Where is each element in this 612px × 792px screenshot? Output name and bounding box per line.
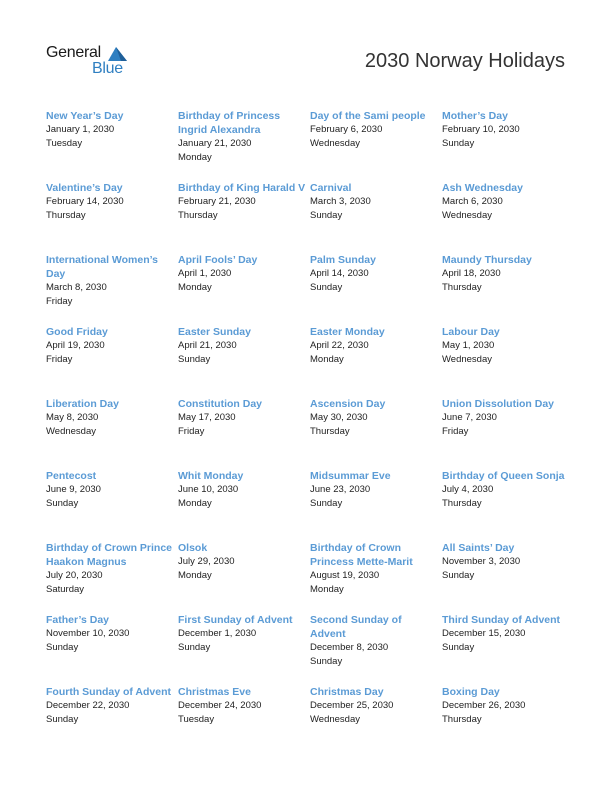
holiday-name: Christmas Day — [310, 686, 384, 698]
holiday-name: Second Sunday of Advent — [310, 614, 402, 640]
holiday-name: New Year’s Day — [46, 110, 124, 122]
holiday-date: August 19, 2030 — [310, 570, 380, 581]
holiday-name: Birthday of Princess Ingrid Alexandra — [178, 110, 281, 136]
holiday-name: Christmas Eve — [178, 686, 251, 698]
holiday-date: May 17, 2030 — [178, 412, 236, 423]
holiday-item — [310, 109, 442, 181]
holiday-weekday: Friday — [46, 353, 73, 365]
holiday-weekday: Monday — [178, 569, 212, 581]
holiday-weekday: Monday — [310, 583, 344, 595]
holiday-name: International Women’s Day — [46, 254, 159, 280]
holiday-date: January 21, 2030 — [178, 138, 252, 149]
holiday-weekday: Sunday — [310, 209, 343, 221]
holiday-item — [310, 181, 442, 253]
holiday-item — [178, 109, 310, 181]
holiday-item — [442, 613, 574, 685]
holiday-date: June 7, 2030 — [442, 412, 497, 423]
page-title: 2030 Norway Holidays — [364, 50, 565, 72]
holiday-item — [46, 109, 178, 181]
holiday-date: May 30, 2030 — [310, 412, 368, 423]
holiday-item — [310, 613, 442, 685]
holiday-name: Valentine’s Day — [46, 182, 123, 194]
holiday-date: December 22, 2030 — [46, 700, 130, 711]
holiday-name: Birthday of Crown Princess Mette-Marit — [310, 542, 413, 568]
holiday-date: December 15, 2030 — [442, 628, 526, 639]
holiday-item — [310, 685, 442, 757]
holiday-weekday: Sunday — [442, 137, 475, 149]
holiday-weekday: Thursday — [178, 209, 218, 221]
holiday-date: June 9, 2030 — [46, 484, 101, 495]
holiday-weekday: Tuesday — [178, 713, 215, 725]
holiday-item — [46, 397, 178, 469]
holiday-item — [442, 397, 574, 469]
holiday-weekday: Thursday — [310, 425, 350, 437]
holiday-date: November 10, 2030 — [46, 628, 130, 639]
holiday-date: November 3, 2030 — [442, 556, 521, 567]
holiday-weekday: Thursday — [442, 281, 482, 293]
holiday-date: December 25, 2030 — [310, 700, 394, 711]
holiday-date: January 1, 2030 — [46, 124, 115, 135]
holiday-name: Whit Monday — [178, 470, 244, 482]
logo-word-general: General — [46, 44, 101, 61]
holiday-name: First Sunday of Advent — [178, 614, 293, 626]
holiday-item — [178, 325, 310, 397]
holiday-name: Birthday of Crown Prince Haakon Magnus — [46, 542, 173, 568]
holiday-weekday: Sunday — [178, 353, 211, 365]
holiday-weekday: Wednesday — [442, 353, 492, 365]
holiday-date: March 6, 2030 — [442, 196, 503, 207]
holiday-weekday: Sunday — [178, 641, 211, 653]
holiday-date: March 3, 2030 — [310, 196, 371, 207]
holiday-date: April 18, 2030 — [442, 268, 501, 279]
holiday-item — [442, 469, 574, 541]
holiday-date: March 8, 2030 — [46, 282, 107, 293]
holiday-item — [442, 253, 574, 325]
holiday-name: Easter Sunday — [178, 326, 251, 338]
holiday-date: December 24, 2030 — [178, 700, 262, 711]
holiday-item — [46, 469, 178, 541]
holiday-weekday: Sunday — [442, 569, 475, 581]
holiday-name: Midsummar Eve — [310, 470, 391, 482]
holiday-item — [178, 469, 310, 541]
holiday-weekday: Monday — [178, 281, 212, 293]
holiday-item — [46, 541, 178, 613]
holiday-item — [178, 685, 310, 757]
holiday-date: February 10, 2030 — [442, 124, 520, 135]
holiday-name: All Saints’ Day — [442, 542, 515, 554]
holiday-date: December 8, 2030 — [310, 642, 389, 653]
holiday-name: Palm Sunday — [310, 254, 376, 266]
holiday-date: May 1, 2030 — [442, 340, 495, 351]
holiday-weekday: Sunday — [310, 655, 343, 667]
holiday-item — [310, 397, 442, 469]
holiday-name: Olsok — [178, 542, 208, 554]
holiday-name: Labour Day — [442, 326, 500, 338]
holiday-weekday: Monday — [178, 151, 212, 163]
holiday-item — [310, 253, 442, 325]
holiday-weekday: Thursday — [442, 713, 482, 725]
holiday-grid — [46, 109, 574, 757]
holiday-name: April Fools’ Day — [178, 254, 258, 266]
holiday-weekday: Friday — [178, 425, 205, 437]
holiday-date: April 1, 2030 — [178, 268, 232, 279]
holiday-item — [310, 469, 442, 541]
holiday-weekday: Sunday — [46, 641, 79, 653]
holiday-date: February 14, 2030 — [46, 196, 124, 207]
holiday-item — [442, 541, 574, 613]
holiday-item — [178, 253, 310, 325]
holiday-weekday: Wednesday — [310, 713, 360, 725]
holiday-name: Ascension Day — [310, 398, 386, 410]
logo-word-blue: Blue — [92, 60, 123, 77]
holiday-date: April 19, 2030 — [46, 340, 105, 351]
holiday-weekday: Sunday — [442, 641, 475, 653]
holiday-name: Fourth Sunday of Advent — [46, 686, 172, 698]
holiday-name: Day of the Sami people — [310, 110, 426, 122]
holiday-weekday: Sunday — [46, 497, 79, 509]
holiday-name: Mother’s Day — [442, 110, 508, 122]
brand-logo — [46, 44, 136, 80]
holiday-weekday: Monday — [310, 353, 344, 365]
holiday-date: June 10, 2030 — [178, 484, 239, 495]
holiday-date: June 23, 2030 — [310, 484, 371, 495]
holiday-name: Ash Wednesday — [442, 182, 523, 194]
holiday-date: April 14, 2030 — [310, 268, 369, 279]
holiday-weekday: Wednesday — [46, 425, 96, 437]
holiday-weekday: Sunday — [310, 497, 343, 509]
holiday-item — [442, 109, 574, 181]
holiday-date: April 22, 2030 — [310, 340, 369, 351]
holiday-date: December 26, 2030 — [442, 700, 526, 711]
holiday-item — [46, 613, 178, 685]
holiday-weekday: Friday — [46, 295, 73, 307]
holiday-item — [178, 613, 310, 685]
holiday-name: Liberation Day — [46, 398, 119, 410]
holiday-weekday: Sunday — [310, 281, 343, 293]
holiday-weekday: Wednesday — [442, 209, 492, 221]
holiday-name: Boxing Day — [442, 686, 500, 698]
holiday-date: April 21, 2030 — [178, 340, 237, 351]
holiday-name: Good Friday — [46, 326, 108, 338]
holiday-item — [310, 325, 442, 397]
holiday-item — [310, 541, 442, 613]
holiday-name: Birthday of Queen Sonja — [442, 470, 565, 482]
holiday-weekday: Saturday — [46, 583, 85, 595]
holiday-date: July 20, 2030 — [46, 570, 103, 581]
holiday-name: Father’s Day — [46, 614, 110, 626]
holiday-weekday: Thursday — [46, 209, 86, 221]
holiday-date: February 21, 2030 — [178, 196, 256, 207]
holiday-item — [178, 397, 310, 469]
holiday-date: February 6, 2030 — [310, 124, 383, 135]
holiday-item — [46, 685, 178, 757]
holiday-date: December 1, 2030 — [178, 628, 257, 639]
holiday-weekday: Tuesday — [46, 137, 83, 149]
holiday-date: July 29, 2030 — [178, 556, 235, 567]
holiday-weekday: Wednesday — [310, 137, 360, 149]
holiday-name: Constitution Day — [178, 398, 262, 410]
holiday-date: May 8, 2030 — [46, 412, 99, 423]
holiday-weekday: Monday — [178, 497, 212, 509]
holiday-item — [442, 325, 574, 397]
holiday-item — [442, 685, 574, 757]
holiday-item — [46, 325, 178, 397]
holiday-weekday: Thursday — [442, 497, 482, 509]
holiday-item — [46, 253, 178, 325]
holiday-name: Pentecost — [46, 470, 97, 482]
holiday-weekday: Sunday — [46, 713, 79, 725]
holiday-name: Birthday of King Harald V — [178, 182, 306, 194]
holiday-name: Third Sunday of Advent — [442, 614, 561, 626]
holiday-name: Carnival — [310, 182, 352, 194]
holiday-item — [178, 541, 310, 613]
holiday-name: Easter Monday — [310, 326, 385, 338]
holiday-item — [442, 181, 574, 253]
holiday-item — [178, 181, 310, 253]
holiday-weekday: Friday — [442, 425, 469, 437]
holiday-date: July 4, 2030 — [442, 484, 494, 495]
holiday-name: Maundy Thursday — [442, 254, 532, 266]
holiday-name: Union Dissolution Day — [442, 398, 555, 410]
holiday-item — [46, 181, 178, 253]
